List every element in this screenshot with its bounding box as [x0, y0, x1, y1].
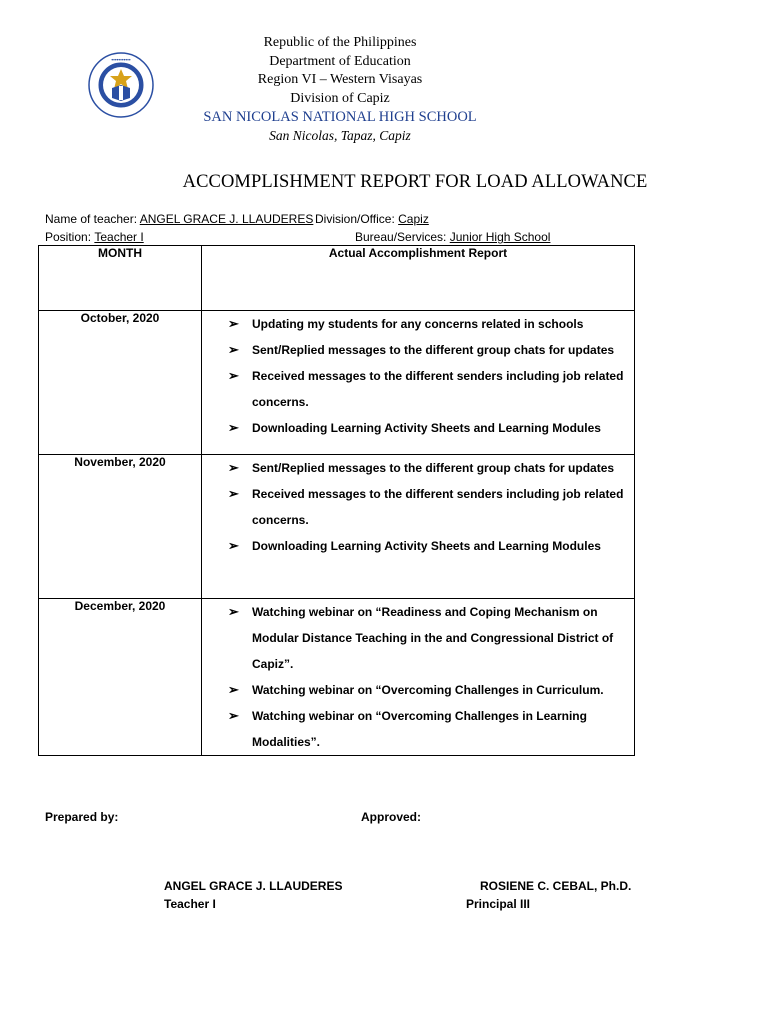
- list-item: [228, 481, 626, 533]
- item-text: Watching webinar on “Overcoming Challenges in Learning Modalities”.: [252, 709, 587, 749]
- teacher-name-line: [45, 212, 313, 226]
- list-item: [228, 311, 626, 337]
- header-address: San Nicolas, Tapaz, Capiz: [269, 127, 411, 143]
- header-department: Department of Education: [269, 53, 411, 69]
- table-row: [39, 599, 635, 756]
- list-item: [228, 363, 626, 415]
- header-region: Region VI – Western Visayas: [257, 72, 423, 87]
- row-items: [202, 311, 635, 455]
- arrow-bullet-icon: ➢: [228, 460, 239, 475]
- svg-text:•••••••••••: •••••••••••: [111, 57, 131, 64]
- report-title: ACCOMPLISHMENT REPORT FOR LOAD ALLOWANCE: [182, 172, 648, 192]
- arrow-bullet-icon: ➢: [228, 486, 239, 501]
- teacher-value: ANGEL GRACE J. LLAUDERES: [139, 212, 314, 226]
- position-value: Teacher I: [94, 230, 144, 244]
- list-item: [228, 703, 626, 755]
- header-school-name: SAN NICOLAS NATIONAL HIGH SCHOOL: [203, 109, 477, 125]
- arrow-bullet-icon: ➢: [228, 538, 239, 553]
- header-accomplishment: Actual Accomplishment Report: [202, 246, 635, 311]
- arrow-bullet-icon: ➢: [228, 420, 239, 435]
- arrow-bullet-icon: ➢: [228, 342, 239, 357]
- item-text: Updating my students for any concerns related in schools: [252, 317, 584, 331]
- arrow-bullet-icon: ➢: [228, 708, 239, 723]
- item-text: Watching webinar on “Overcoming Challenges in Curriculum.: [252, 683, 604, 697]
- list-item: [228, 455, 626, 481]
- division-value: Capiz: [398, 212, 429, 226]
- row-month: December, 2020: [39, 599, 202, 756]
- item-text: Received messages to the different senders including job related concerns.: [252, 369, 624, 409]
- position-label: Position:: [45, 230, 95, 244]
- item-text: Downloading Learning Activity Sheets and Learning Modules: [252, 421, 601, 435]
- approved-label: Approved:: [361, 810, 421, 824]
- list-item: [228, 337, 626, 363]
- row-month: October, 2020: [39, 311, 202, 455]
- accomplishment-table: [38, 245, 635, 756]
- approver-title: Principal III: [466, 897, 531, 911]
- header-division: Division of Capiz: [290, 90, 390, 106]
- item-text: Watching webinar on “Readiness and Coping Mechanism on Modular Distance Teaching in the and Congressional District of Capiz”.: [252, 605, 614, 671]
- list-item: [228, 599, 626, 677]
- bureau-label: Bureau/Services:: [355, 230, 450, 244]
- approver-name: ROSIENE C. CEBAL, Ph.D.: [480, 879, 632, 893]
- bureau-line: [355, 230, 550, 244]
- list-item: [228, 533, 626, 559]
- arrow-bullet-icon: ➢: [228, 604, 239, 619]
- division-line: [315, 212, 503, 226]
- list-item: [228, 677, 626, 703]
- item-text: Sent/Replied messages to the different group chats for updates: [252, 343, 615, 357]
- teacher-label: Name of teacher:: [45, 212, 140, 226]
- arrow-bullet-icon: ➢: [228, 368, 239, 383]
- division-label: Division/Office:: [315, 212, 399, 226]
- position-line: [45, 230, 190, 244]
- header-month: MONTH: [39, 246, 202, 311]
- table-row: [39, 455, 635, 599]
- row-month: November, 2020: [39, 455, 202, 599]
- prepared-by-label: Prepared by:: [45, 810, 119, 824]
- table-row: [39, 311, 635, 455]
- arrow-bullet-icon: ➢: [228, 682, 239, 697]
- row-items: [202, 455, 635, 599]
- arrow-bullet-icon: ➢: [228, 316, 239, 331]
- table-header-row: [39, 246, 635, 311]
- row-items: [202, 599, 635, 756]
- bureau-value: Junior High School: [449, 230, 551, 244]
- item-text: Sent/Replied messages to the different group chats for updates: [252, 461, 615, 475]
- header-republic: Republic of the Philippines: [263, 35, 417, 50]
- list-item: [228, 415, 626, 441]
- item-text: Downloading Learning Activity Sheets and Learning Modules: [252, 539, 601, 553]
- letterhead: [0, 34, 680, 145]
- preparer-title: Teacher I: [164, 897, 216, 911]
- item-text: Received messages to the different senders including job related concerns.: [252, 487, 624, 527]
- preparer-name: ANGEL GRACE J. LLAUDERES: [164, 879, 343, 893]
